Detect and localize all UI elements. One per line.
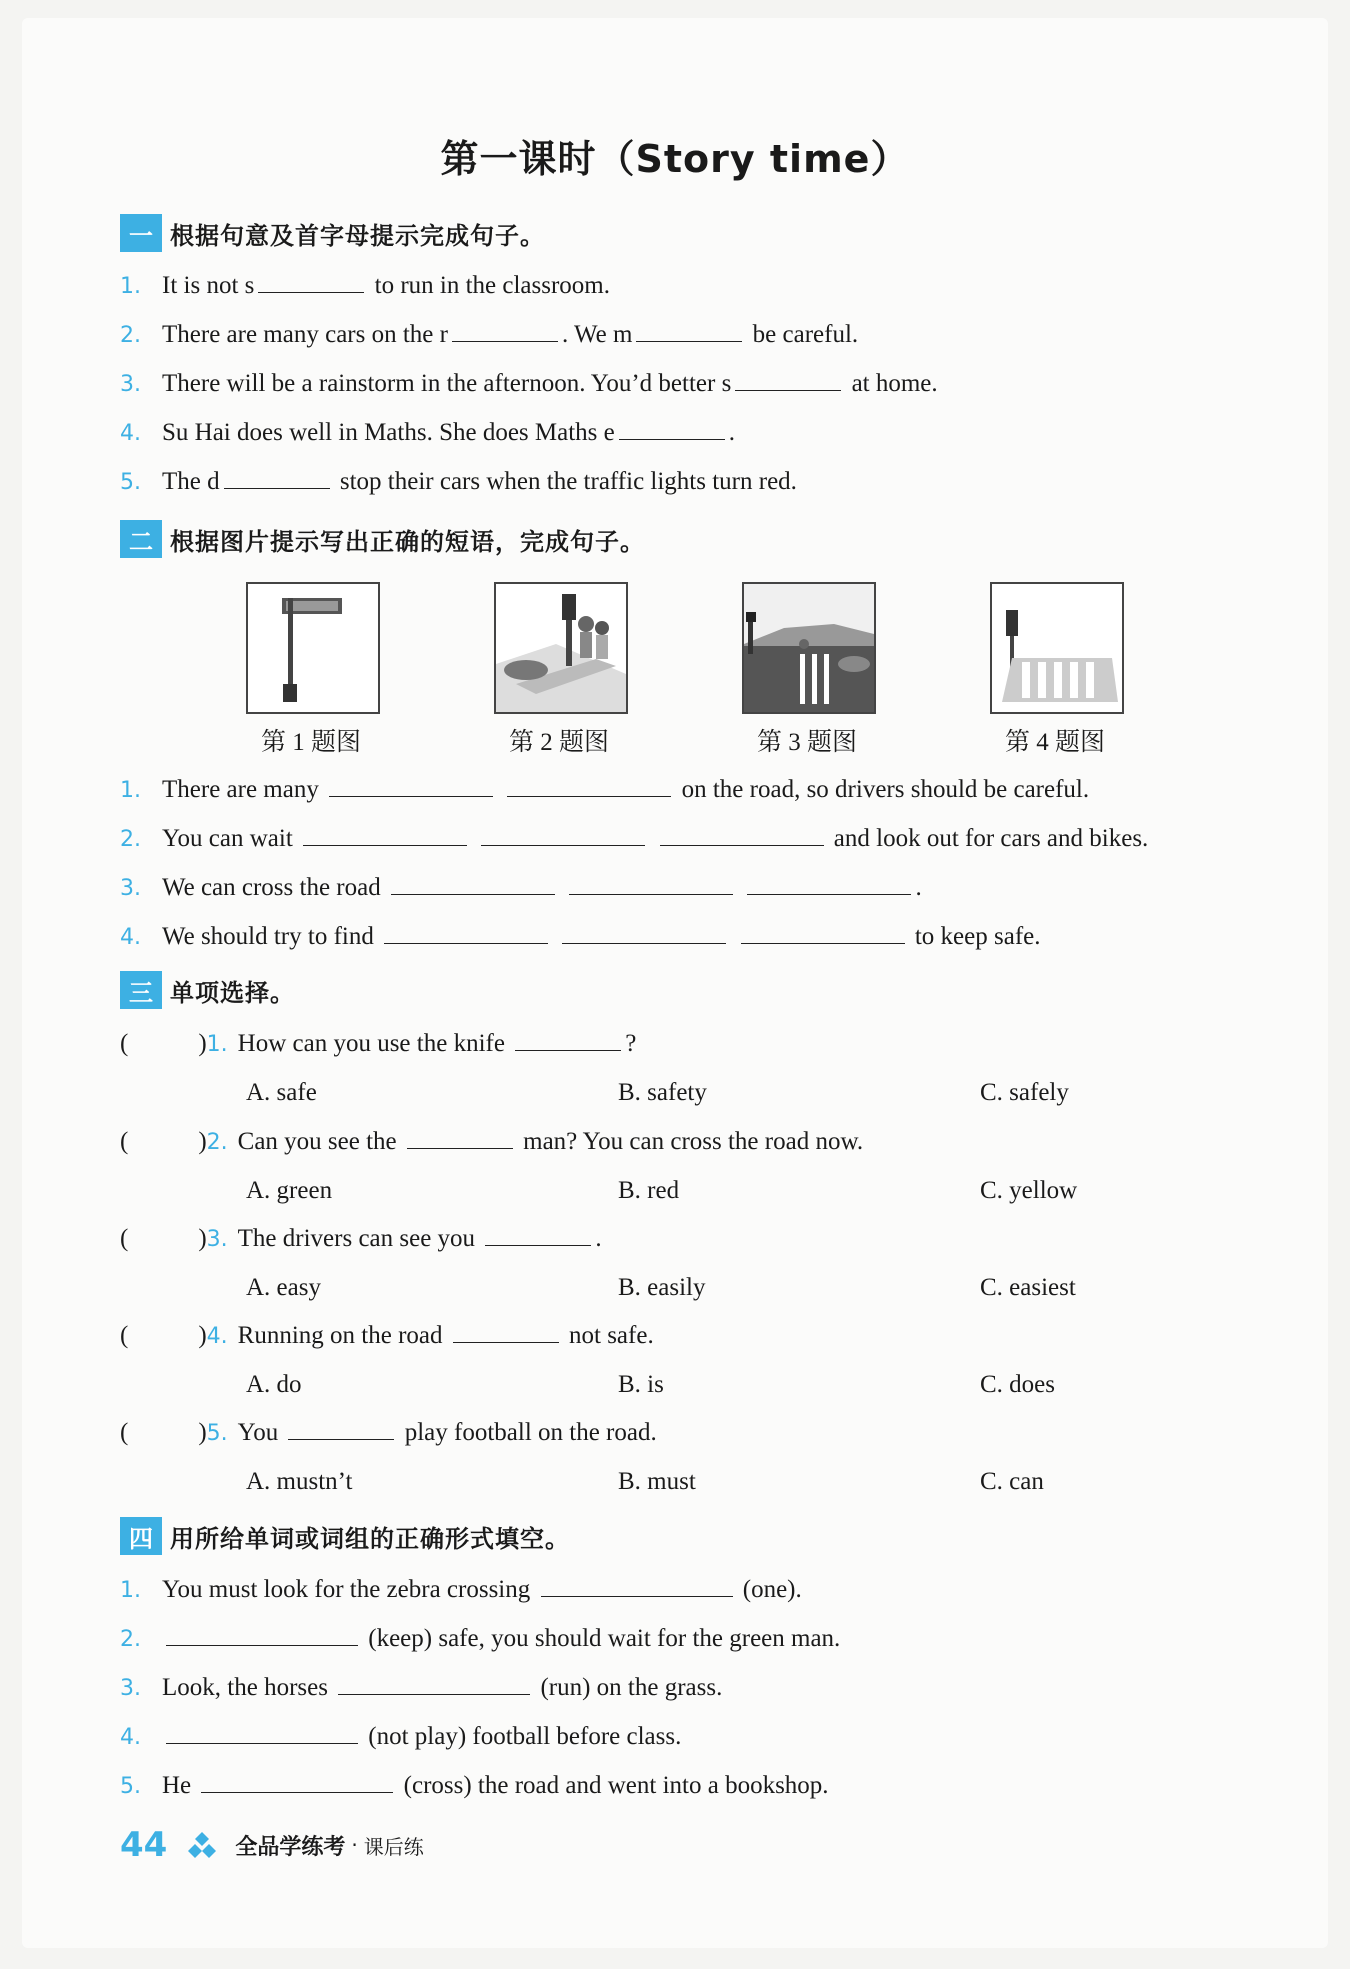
answer-blank[interactable] xyxy=(735,368,841,391)
mc-question: ( )5. You play football on the road. xyxy=(120,1419,657,1446)
answer-blank[interactable] xyxy=(288,1417,394,1440)
option-a[interactable]: A. easy xyxy=(246,1274,321,1301)
option-b[interactable]: B. is xyxy=(618,1371,664,1398)
option-c[interactable]: C. does xyxy=(980,1371,1055,1398)
section-badge: 一 xyxy=(120,214,162,252)
option-b[interactable]: B. must xyxy=(618,1468,696,1495)
diamond-logo-icon xyxy=(187,1830,217,1860)
answer-blank[interactable] xyxy=(507,774,671,797)
kids-crossing-icon xyxy=(496,584,626,712)
answer-blank[interactable] xyxy=(338,1672,530,1695)
section-title: 单项选择。 xyxy=(170,978,295,1007)
picture-caption: 第 4 题图 xyxy=(1004,729,1105,756)
option-b[interactable]: B. easily xyxy=(618,1274,706,1301)
picture-traffic-sign xyxy=(246,582,380,714)
mc-question: ( )3. The drivers can see you . xyxy=(120,1225,602,1252)
section-title: 根据句意及首字母提示完成句子。 xyxy=(170,221,545,250)
section-1-header xyxy=(120,214,545,252)
section-4-header xyxy=(120,1517,570,1555)
answer-blank[interactable] xyxy=(166,1623,358,1646)
p1-question: 5. The d stop their cars when the traffic lights turn red. xyxy=(120,468,797,495)
p4-question: 2. (keep) safe, you should wait for the green man. xyxy=(120,1625,841,1652)
option-a[interactable]: A. safe xyxy=(246,1079,317,1106)
p1-question: 1. It is not s to run in the classroom. xyxy=(120,272,611,299)
answer-blank[interactable] xyxy=(569,872,733,895)
option-a[interactable]: A. do xyxy=(246,1371,302,1398)
answer-blank[interactable] xyxy=(303,823,467,846)
picture-caption: 第 2 题图 xyxy=(508,729,609,756)
picture-road-crossing xyxy=(742,582,876,714)
brand-subtitle: 课后练 xyxy=(363,1834,424,1859)
mc-question: ( )1. How can you use the knife ? xyxy=(120,1030,637,1057)
section-badge: 二 xyxy=(120,520,162,558)
answer-blank[interactable] xyxy=(224,466,330,489)
section-badge: 三 xyxy=(120,971,162,1009)
answer-blank[interactable] xyxy=(747,872,911,895)
p1-question: 2. There are many cars on the r . We m be careful. xyxy=(120,321,859,348)
p4-question: 4. (not play) football before class. xyxy=(120,1723,682,1750)
option-c[interactable]: C. easiest xyxy=(980,1274,1076,1301)
answer-blank[interactable] xyxy=(619,417,725,440)
answer-blank[interactable] xyxy=(329,774,493,797)
answer-blank[interactable] xyxy=(636,319,742,342)
mc-question: ( )2. Can you see the man? You can cross the road now. xyxy=(120,1128,864,1155)
option-c[interactable]: C. yellow xyxy=(980,1177,1078,1204)
p2-question: 1. There are many on the road, so drivers should be careful. xyxy=(120,776,1090,803)
section-title: 用所给单词或词组的正确形式填空。 xyxy=(170,1524,570,1553)
option-a[interactable]: A. green xyxy=(246,1177,333,1204)
answer-blank[interactable] xyxy=(481,823,645,846)
section-badge: 四 xyxy=(120,1517,162,1555)
zebra-crossing-icon xyxy=(992,584,1122,712)
p4-question: 3. Look, the horses (run) on the grass. xyxy=(120,1674,723,1701)
page-title: 第一课时（Story time） xyxy=(440,137,910,181)
picture-zebra-crossing xyxy=(990,582,1124,714)
option-a[interactable]: A. mustn’t xyxy=(246,1468,353,1495)
section-3-header xyxy=(120,971,295,1009)
road-crossing-icon xyxy=(744,584,874,712)
traffic-sign-icon xyxy=(248,584,378,712)
p2-question: 4. We should try to find to keep safe. xyxy=(120,923,1041,950)
brand-name: 全品学练考 xyxy=(235,1834,346,1860)
answer-blank[interactable] xyxy=(562,921,726,944)
page-footer xyxy=(120,1820,424,1870)
picture-caption: 第 3 题图 xyxy=(756,729,857,756)
answer-blank[interactable] xyxy=(452,319,558,342)
answer-blank[interactable] xyxy=(453,1320,559,1343)
answer-blank[interactable] xyxy=(258,270,364,293)
p2-question: 3. We can cross the road . xyxy=(120,874,922,901)
answer-blank[interactable] xyxy=(166,1721,358,1744)
picture-caption: 第 1 题图 xyxy=(260,729,361,756)
section-2-header xyxy=(120,520,645,558)
p1-question: 3. There will be a rainstorm in the afternoon. You’d better s at home. xyxy=(120,370,938,397)
option-c[interactable]: C. safely xyxy=(980,1079,1069,1106)
option-c[interactable]: C. can xyxy=(980,1468,1044,1495)
option-b[interactable]: B. red xyxy=(618,1177,680,1204)
answer-blank[interactable] xyxy=(407,1126,513,1149)
mc-question: ( )4. Running on the road not safe. xyxy=(120,1322,654,1349)
answer-blank[interactable] xyxy=(201,1770,393,1793)
p2-question: 2. You can wait and look out for cars and bikes. xyxy=(120,825,1149,852)
p4-question: 5. He (cross) the road and went into a bookshop. xyxy=(120,1772,829,1799)
answer-blank[interactable] xyxy=(515,1028,621,1051)
answer-blank[interactable] xyxy=(384,921,548,944)
answer-blank[interactable] xyxy=(741,921,905,944)
answer-blank[interactable] xyxy=(485,1223,591,1246)
answer-blank[interactable] xyxy=(391,872,555,895)
answer-blank[interactable] xyxy=(541,1574,733,1597)
option-b[interactable]: B. safety xyxy=(618,1079,707,1106)
brand-separator: · xyxy=(351,1833,358,1857)
p4-question: 1. You must look for the zebra crossing (one). xyxy=(120,1576,802,1603)
answer-blank[interactable] xyxy=(660,823,824,846)
section-title: 根据图片提示写出正确的短语，完成句子。 xyxy=(170,527,645,556)
picture-crossing-kids xyxy=(494,582,628,714)
page-number: 44 xyxy=(120,1825,168,1865)
p1-question: 4. Su Hai does well in Maths. She does Maths e . xyxy=(120,419,735,446)
